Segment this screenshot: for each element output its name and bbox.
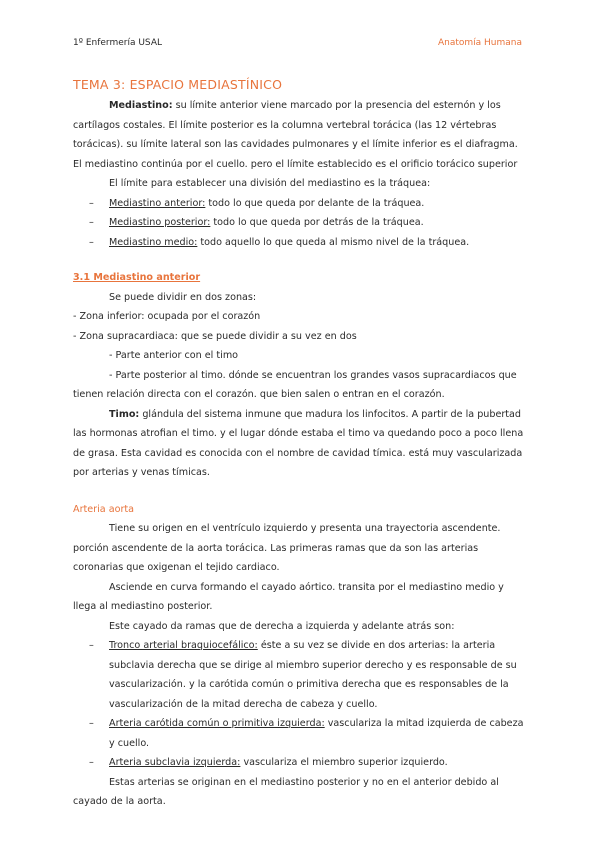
paragraph: Tiene su origen en el ventrículo izquierdo y presenta una trayectoria ascendente. porción ascendente de la aorta torácica. Las primeras ramas que da son las arterias coronarias que oxigenan el tejido cardiaco.	[73, 523, 501, 573]
list-item-text: todo aquello lo que queda al mismo nivel de la tráquea.	[197, 236, 470, 248]
list-item: – Mediastino anterior: todo lo que queda por delante de la tráquea.	[89, 197, 425, 209]
list-item: – Arteria carótida común o primitiva izquierda: vasculariza la mitad izquierda de cabeza y cuello.	[89, 718, 524, 749]
list-item-label: Mediastino medio:	[109, 236, 198, 248]
list-item: – Arteria subclavia izquierda: vasculariza el miembro superior izquierdo.	[89, 757, 448, 768]
list-item: – Mediastino medio: todo aquello lo que queda al mismo nivel de la tráquea.	[89, 236, 470, 248]
list-item-label: Mediastino anterior:	[109, 197, 206, 209]
list-item-text: todo lo que queda por delante de la tráquea.	[205, 197, 425, 209]
document-body	[73, 76, 525, 812]
paragraph: Este cayado da ramas que de derecha a izquierda y adelante atrás son:	[109, 620, 455, 632]
paragraph: Estas arterias se originan en el mediastino posterior y no en el anterior debido al cayado de la aorta.	[73, 776, 499, 807]
list-item-text: vasculariza la mitad izquierda de cabeza y cuello.	[109, 718, 524, 749]
subzone-item: - Parte posterior al timo. dónde se encuentran los grandes vasos supracardiacos que tienen relación directa con el corazón. que bien salen o entran en el corazón.	[73, 369, 517, 400]
list-item-label: Arteria subclavia izquierda:	[109, 757, 241, 768]
list-item-label: Arteria carótida común o primitiva izquierda:	[109, 718, 325, 729]
list-item-text: éste a su vez se divide en dos arterias: la arteria subclavia derecha que se dirige al miembro superior derecho y es responsable de su vascularización. y la carótida común o primitiva derecha que es responsables de la vascularización de la mitad derecha de cabeza y cuello.	[109, 640, 517, 710]
division-paragraph: El límite para establecer una división del mediastino es la tráquea:	[109, 178, 431, 189]
subzone-item: - Parte anterior con el timo	[109, 350, 239, 361]
paragraph: Se puede dividir en dos zonas:	[109, 291, 257, 303]
paragraph: Asciende en curva formando el cayado aórtico. transita por el mediastino medio y llega al mediastino posterior.	[73, 581, 504, 612]
intro-term: Mediastino:	[109, 100, 173, 111]
header-subject: Anatomía Humana	[437, 38, 522, 48]
timo-paragraph	[73, 405, 525, 483]
list-item-text: todo lo que queda por detrás de la tráquea.	[210, 217, 424, 228]
list-item-label: Tronco arterial braquiocefálico:	[109, 640, 258, 651]
intro-text: su límite anterior viene marcado por la presencia del esternón y los cartílagos costales. El límite posterior es la columna vertebral torácica (las 12 vértebras torácicas). su límite lateral son las cavidades pulmonares y el límite inferior es el diafragma. El mediastino continúa por el cuello. pero el límite establecido es el orificio torácico superior	[73, 100, 518, 170]
list-item-text: vasculariza el miembro superior izquierdo.	[240, 757, 448, 768]
timo-term: Timo:	[109, 408, 140, 420]
header-course: 1º Enfermería USAL	[73, 38, 162, 48]
zone-item: - Zona supracardiaca: que se puede dividir a su vez en dos	[73, 330, 357, 342]
page-title: TEMA 3: ESPACIO MEDIASTÍNICO	[73, 77, 283, 92]
list-item-label: Mediastino posterior:	[109, 217, 211, 228]
intro-paragraph	[73, 96, 525, 174]
section-heading-anterior: 3.1 Mediastino anterior	[73, 272, 201, 283]
section-heading-aorta: Arteria aorta	[73, 503, 135, 515]
zone-item: - Zona inferior: ocupada por el corazón	[73, 311, 261, 322]
list-item: – Mediastino posterior: todo lo que queda por detrás de la tráquea.	[89, 217, 424, 228]
timo-text: glándula del sistema inmune que madura los linfocitos. A partir de la pubertad las hormonas atrofian el timo. y el lugar dónde estaba el timo va quedando poco a poco llena de grasa. Esta cavidad es conocida con el nombre de cavidad tímica. está muy vascularizada por arterias y venas tímicas.	[73, 408, 524, 478]
list-item: – Tronco arterial braquiocefálico: éste a su vez se divide en dos arterias: la arteria subclavia derecha que se dirige al miembro superior derecho y es responsable de su vascularización. y la carótida común o primitiva derecha que es responsables de la vascularización de la mitad derecha de cabeza y cuello.	[89, 640, 517, 710]
